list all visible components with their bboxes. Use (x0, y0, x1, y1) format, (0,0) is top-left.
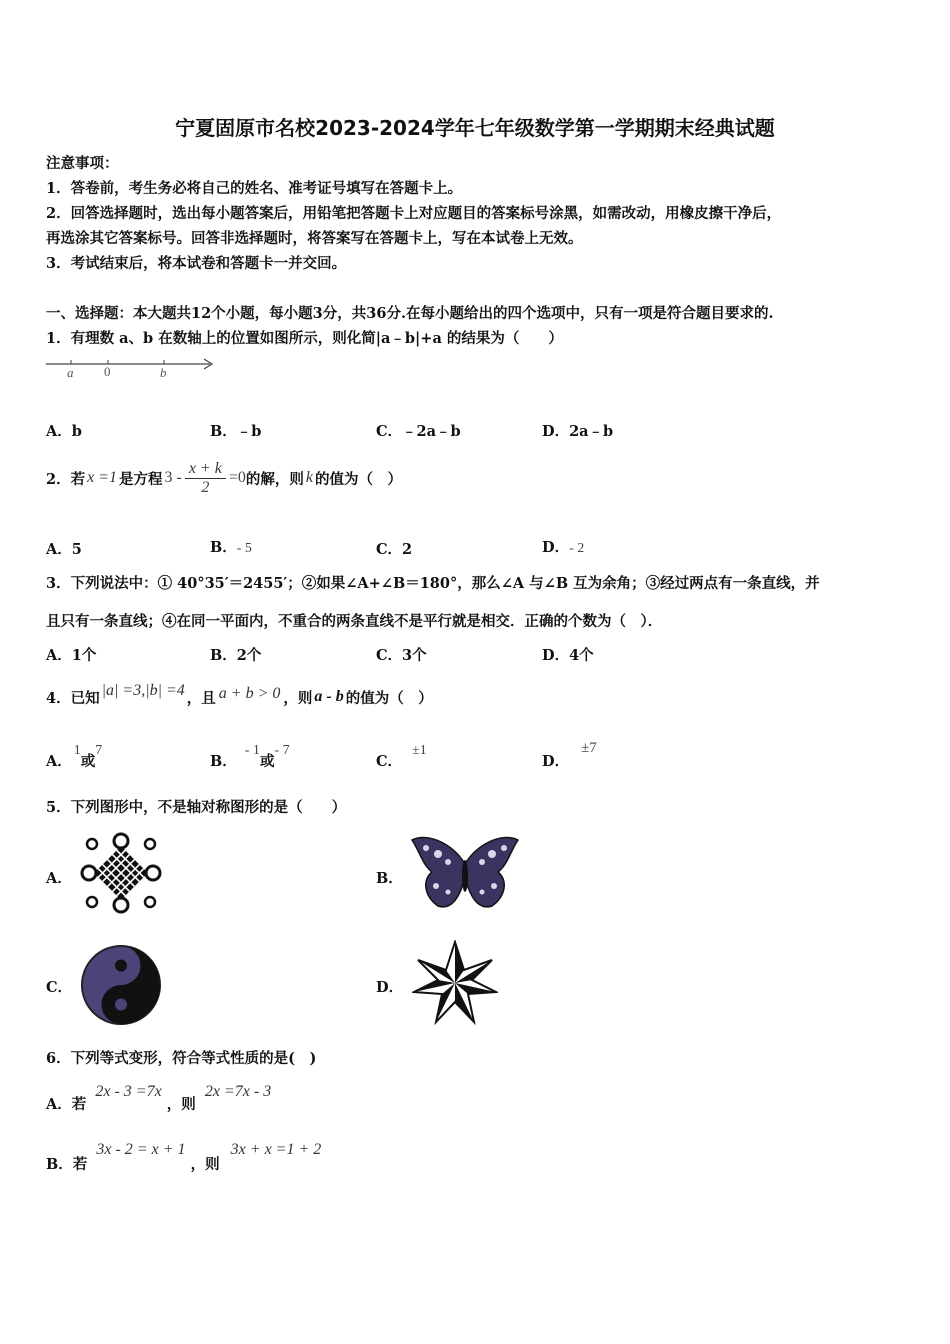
q5-stem: 5．下列图形中，不是轴对称图形的是（ ） (46, 799, 347, 816)
q4-suffix: 的值为（ ） (345, 689, 433, 707)
chinese-knot-figure (80, 832, 162, 914)
q4-option-a: A．1或7 (46, 743, 103, 770)
q6-stem: 6．下列等式变形，符合等式性质的是( ) (46, 1050, 317, 1067)
q2-mid: 是方程 (119, 470, 163, 488)
q2-condition: x =1 (87, 469, 117, 486)
section-heading: 一、选择题：本大题共12个小题，每小题3分，共36分.在每小题给出的四个选项中，只有一项是符合题目要求的. (46, 305, 774, 322)
q4-expr: a - b (314, 688, 344, 705)
q4-cond1: |a| =3,|b| =4 (101, 682, 185, 699)
q1-option-d: D．2a﹣b (542, 423, 614, 440)
q3-option-d: D．4个 (542, 647, 594, 664)
q3-stem-line2: 且只有一条直线；④在同一平面内，不重合的两条直线不是平行就是相交．正确的个数为（ ）． (46, 613, 663, 630)
q2-denominator: 2 (201, 478, 210, 496)
q5-option-c-label: C． (46, 979, 73, 996)
q5-option-d-label: D． (376, 979, 404, 996)
q4-option-d: D．±7 (542, 740, 597, 770)
notice-item-3: 3．考试结束后，将本试卷和答题卡一并交回。 (46, 255, 347, 272)
q2-prefix: 2．若 (46, 470, 86, 488)
q2-suffix2: 的值为（ ） (314, 470, 402, 488)
notice-item-1: 1．答卷前，考生务必将自己的姓名、准考证号填写在答题卡上。 (46, 180, 463, 197)
q2-option-a: A．5 (46, 541, 82, 558)
axis-label-b: b (160, 365, 167, 380)
q2-eq-left: 3 - (164, 469, 182, 486)
axis-label-0: 0 (104, 364, 111, 379)
q2-option-c: C．2 (376, 541, 413, 558)
q3-option-c: C．3个 (376, 647, 427, 664)
q2-fraction (185, 460, 226, 497)
q2-suffix1: 的解，则 (245, 470, 304, 488)
q6-option-b: B．若 3x - 2 = x + 1 ，则 3x + x =1 + 2 (46, 1141, 322, 1173)
yin-yang-figure (80, 944, 162, 1026)
axis-label-a: a (67, 365, 74, 380)
eight-point-star-figure (412, 940, 498, 1026)
q2-stem (46, 455, 402, 501)
q3-option-a: A．1个 (46, 647, 97, 664)
q4-cond2: a + b > 0 (218, 685, 281, 702)
q1-option-b: B．﹣b (210, 423, 262, 440)
q2-option-b: B．- 5 (210, 539, 252, 556)
q2-eq-right: =0 (228, 469, 246, 486)
q2-option-d: D．- 2 (542, 539, 585, 556)
q3-stem-line1: 3．下列说法中：① 40°35′＝2455′；②如果∠A+∠B＝180°，那么∠A 与∠B 互为余角；③经过两点有一条直线，并 (46, 575, 820, 592)
q5-option-a-label: A． (46, 870, 72, 887)
q1-stem: 1．有理数 a、b 在数轴上的位置如图所示，则化简|a﹣b|+a 的结果为（ ） (46, 330, 563, 347)
q2-k: k (305, 469, 313, 486)
q4-mid: ，且 (186, 689, 216, 707)
q1-option-c: C．﹣2a﹣b (376, 423, 461, 440)
q3-option-b: B．2个 (210, 647, 262, 664)
q6-option-a: A．若 2x - 3 =7x ，则 2x =7x - 3 (46, 1083, 272, 1113)
butterfly-figure (408, 834, 522, 916)
page-title: 宁夏固原市名校2023-2024学年七年级数学第一学期期末经典试题 (175, 116, 775, 140)
q4-prefix: 4．已知 (46, 689, 100, 707)
q4-option-c: C．±1 (376, 743, 427, 770)
q5-option-b-label: B． (376, 870, 403, 887)
notice-item-2b: 再选涂其它答案标号。回答非选择题时，将答案写在答题卡上，写在本试卷上无效。 (46, 230, 583, 247)
notice-item-2a: 2．回答选择题时，选出每小题答案后，用铅笔把答题卡上对应题目的答案标号涂黑，如需改动，用橡皮擦干净后， (46, 205, 782, 222)
q2-numerator: x + k (185, 460, 226, 479)
q1-number-line (44, 354, 216, 382)
q4-mid2: ，则 (283, 689, 313, 707)
q4-stem (46, 680, 433, 714)
notice-heading: 注意事项： (46, 155, 119, 172)
q1-option-a: A．b (46, 423, 82, 440)
q4-option-b: B．- 1或- 7 (210, 743, 290, 770)
